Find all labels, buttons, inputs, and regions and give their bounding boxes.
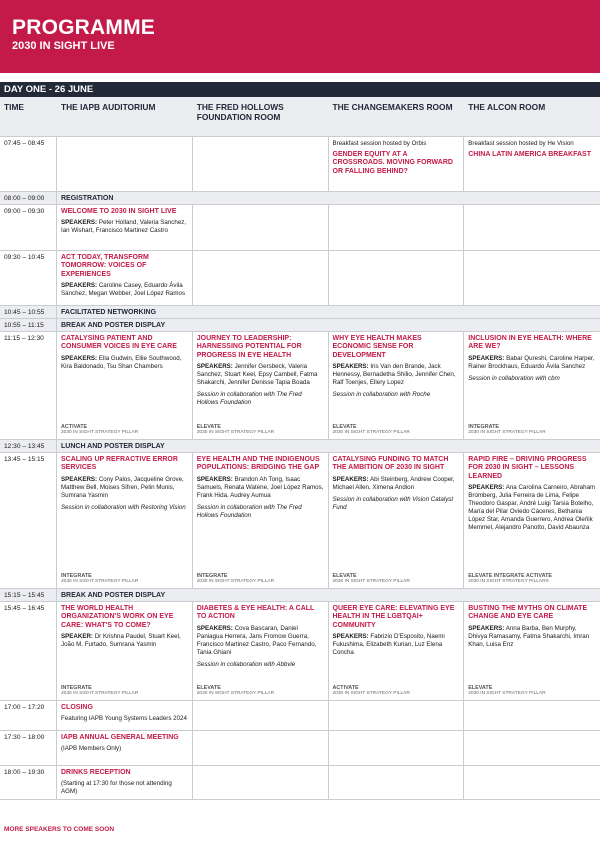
session-title: QUEER EYE CARE: ELEVATING EYE HEALTH IN THE LGBTQAI+ COMMUNITY [332, 605, 455, 629]
speakers-list: SPEAKERS: Peter Holland, Valeria Sanchez, Ian Wishart, Francisco Martinez Castro [61, 219, 187, 235]
session-title: ACT TODAY, TRANSFORM TOMORROW: VOICES OF EXPERIENCES [61, 254, 149, 278]
spanning-label: BREAK AND POSTER DISPLAY [61, 592, 166, 599]
session-title: EYE HEALTH AND THE INDIGENOUS POPULATIONS: BRIDGING THE GAP [196, 456, 320, 472]
column-header-auditorium: THE IAPB AUDITORIUM [61, 102, 156, 112]
session-cell [57, 137, 193, 191]
table-row [0, 205, 600, 251]
session-title: DIABETES & EYE HEALTH: A CALL TO ACTION [196, 605, 315, 621]
speakers-list: SPEAKERS: Fabrizio D'Esposito, Naemi Fukushima, Elizabeth Kurian, Luz Elena Concha [332, 633, 445, 657]
session-cell [193, 602, 329, 700]
strategy-pillar: ELEVATE 2030 IN SIGHT STRATEGY PILLAR [332, 424, 410, 436]
time-cell: 09:00 – 09:30 [0, 205, 57, 250]
table-row [0, 453, 600, 589]
collaboration-note: Session in collaboration with Vision Catalyst Fund [332, 495, 454, 511]
table-row [0, 731, 600, 766]
session-cell [464, 701, 600, 730]
collaboration-note: Session in collaboration with The Fred Hollows Foundation [196, 391, 302, 407]
programme-table [0, 82, 600, 800]
session-cell [329, 205, 465, 250]
footer-note: MORE SPEAKERS TO COME SOON [4, 826, 115, 833]
table-row [0, 306, 600, 319]
strategy-pillar: ACTIVATE 2030 IN SIGHT STRATEGY PILLAR [332, 685, 410, 697]
speakers-list: SPEAKERS: Anna Barba, Ben Murphy, Dhivya Ramasamy, Fatma Shakarchi, Imran Khan, Luisa Enz [468, 624, 590, 648]
speakers-list: SPEAKERS: Babar Qureshi, Caroline Harper, Rainer Brockhaus, Eduardo Ávila Sanchez [468, 354, 595, 370]
session-cell [464, 137, 600, 191]
session-title: DRINKS RECEPTION [61, 769, 131, 776]
speakers-list: SPEAKERS: Ella Gudwin, Ellie Southwood, Kira Baldonado, Tsu Shan Chambers [61, 354, 182, 370]
session-title: WELCOME TO 2030 IN SIGHT LIVE [61, 208, 177, 215]
session-cell [464, 602, 600, 700]
time-cell: 12:30 – 13:45 [0, 440, 57, 452]
session-cell [464, 205, 600, 250]
speakers-list: SPEAKERS: Cony Palos, Jacqueline Grove, Matthew Bell, Moises Sifren, Pelin Munis, Sumrana Yasmin [61, 475, 184, 499]
speakers-list: SPEAKER: Dr Krishna Paudel, Stuart Keel, João M. Furtado, Sumrana Yasmin [61, 633, 181, 649]
session-cell [464, 332, 600, 439]
speakers-list: SPEAKERS: Iris Van den Brande, Jack Hennessy, Bernadetha Shilio, Jennifer Chen, Ralf Toenjes, Ellery Lopez [332, 363, 456, 387]
time-cell: 09:30 – 10:45 [0, 251, 57, 305]
speakers-list: SPEAKERS: Jennifer Gersbeck, Valeria Sanchez, Stuart Keel, Epsy Cambell, Fatma Shakarchi, Jennifer Denisse Tapia Boada [196, 363, 318, 387]
strategy-pillar: ELEVATE 2030 IN SIGHT STRATEGY PILLAR [332, 573, 410, 585]
column-header-alcon: THE ALCON ROOM [468, 102, 546, 112]
session-title: CATALYSING FUNDING TO MATCH THE AMBITION OF 2030 IN SIGHT [332, 456, 449, 472]
strategy-pillar: ELEVATE INTEGRATE ACTIVATE 2030 IN SIGHT STRATEGY PILLARS [468, 573, 553, 585]
strategy-pillar: INTEGRATE 2030 IN SIGHT STRATEGY PILLAR [61, 685, 139, 697]
collaboration-note: Session in collaboration with Roche [332, 391, 431, 399]
session-cell [57, 453, 193, 588]
strategy-pillar: ACTIVATE 2030 IN SIGHT STRATEGY PILLAR [61, 424, 139, 436]
session-note: (Starting at 17:30 for those not attending AGM) [61, 780, 172, 796]
time-cell: 10:55 – 11:15 [0, 319, 57, 331]
session-cell [329, 731, 465, 765]
session-cell [464, 251, 600, 305]
collaboration-note: Session in collaboration with Restoring Vision [61, 503, 186, 511]
table-row [0, 440, 600, 453]
time-cell: 10:45 – 10:55 [0, 306, 57, 318]
session-cell [329, 766, 465, 799]
session-title: GENDER EQUITY AT A CROSSROADS. MOVING FORWARD OR FALLING BEHIND? [332, 151, 453, 175]
session-cell [193, 453, 329, 588]
table-row [0, 192, 600, 205]
table-row [0, 766, 600, 800]
session-note: Featuring IAPB Young Systems Leaders 2024 [61, 715, 187, 723]
session-cell [329, 602, 465, 700]
strategy-pillar: INTEGRATE 2030 IN SIGHT STRATEGY PILLAR [196, 573, 275, 585]
session-cell [57, 731, 193, 765]
session-cell [329, 137, 465, 191]
time-cell: 11:15 – 12:30 [0, 332, 57, 439]
session-title: CATALYSING PATIENT AND CONSUMER VOICES IN EYE CARE [61, 335, 177, 351]
session-title: IAPB ANNUAL GENERAL MEETING [61, 734, 179, 741]
speakers-list: SPEAKERS: Abi Steinberg, Andrew Cooper, Michael Allen, Ximena Andion [332, 475, 455, 491]
time-cell: 13:45 – 15:15 [0, 453, 57, 588]
session-cell [57, 332, 193, 439]
session-cell [57, 205, 193, 250]
session-title: CLOSING [61, 704, 93, 711]
strategy-pillar: ELEVATE 2030 IN SIGHT STRATEGY PILLAR [196, 685, 275, 697]
session-cell [464, 766, 600, 799]
spanning-label: FACILITATED NETWORKING [61, 309, 157, 316]
session-title: SCALING UP REFRACTIVE ERROR SERVICES [61, 456, 178, 472]
column-header-changemakers: THE CHANGEMAKERS ROOM [332, 102, 453, 112]
host-note: Breakfast session hosted by Orbis [332, 140, 427, 147]
table-row [0, 319, 600, 332]
session-cell [464, 453, 600, 588]
session-cell [57, 602, 193, 700]
speakers-list: SPEAKERS: Brandon Ah Tong, Isaac Samuels, Renata Watene, Joel López Ramos, Frank Hida, Audrey Aumua [196, 475, 324, 499]
table-row [0, 332, 600, 440]
time-cell: 18:00 – 19:30 [0, 766, 57, 799]
session-cell [464, 731, 600, 765]
session-cell [193, 205, 329, 250]
table-row [0, 701, 600, 731]
collaboration-note: Session in collaboration with Abbvie [196, 661, 296, 669]
session-cell [57, 766, 193, 799]
time-cell: 15:15 – 15:45 [0, 589, 57, 601]
table-row [0, 137, 600, 192]
session-cell [57, 251, 193, 305]
page-subtitle: 2030 IN SIGHT LIVE [12, 40, 115, 52]
strategy-pillar: INTEGRATE 2030 IN SIGHT STRATEGY PILLAR [468, 424, 546, 436]
time-cell: 17:30 – 18:00 [0, 731, 57, 765]
day-label: DAY ONE - 26 JUNE [0, 82, 600, 97]
speakers-list: SPEAKERS: Cova Bascaran, Daniel Paniagua Herrera, Jans Fromow Guerra, Francisco Martinez Castro, Paco Fernando, Tania Ghiani [196, 624, 317, 656]
time-cell: 17:00 – 17:20 [0, 701, 57, 730]
session-cell [193, 701, 329, 730]
collaboration-note: Session in collaboration with cbm [468, 374, 560, 382]
session-title: CHINA LATIN AMERICA BREAKFAST [468, 151, 592, 159]
column-header-row [0, 97, 600, 137]
session-cell [193, 137, 329, 191]
table-row [0, 589, 600, 602]
host-note: Breakfast session hosted by He Vision [468, 140, 574, 147]
speakers-list: SPEAKERS: Caroline Casey, Eduardo Ávila Sánchez, Megan Webber, Joel López Ramos [61, 282, 186, 298]
session-title: JOURNEY TO LEADERSHIP: HARNESSING POTENTIAL FOR PROGRESS IN EYE HEALTH [196, 335, 302, 359]
session-cell [329, 251, 465, 305]
spanning-label: REGISTRATION [61, 195, 114, 202]
header-banner [0, 0, 600, 73]
session-title: RAPID FIRE – DRIVING PROGRESS FOR 2030 IN SIGHT – LESSONS LEARNED [468, 456, 587, 480]
session-title: THE WORLD HEALTH ORGANIZATION'S WORK ON EYE CARE: WHAT'S TO COME? [61, 605, 174, 629]
time-cell: 15:45 – 16:45 [0, 602, 57, 700]
collaboration-note: Session in collaboration with The Fred Hollows Foundation [196, 503, 302, 520]
session-cell [329, 332, 465, 439]
session-cell [193, 251, 329, 305]
spanning-label: BREAK AND POSTER DISPLAY [61, 322, 166, 329]
session-cell [329, 453, 465, 588]
session-cell [193, 332, 329, 439]
session-cell [329, 701, 465, 730]
session-cell [193, 766, 329, 799]
column-header-fred-hollows: THE FRED HOLLOWS FOUNDATION ROOM [196, 102, 284, 123]
session-cell [193, 731, 329, 765]
session-title: WHY EYE HEALTH MAKES ECONOMIC SENSE FOR DEVELOPMENT [332, 335, 422, 359]
session-cell [57, 701, 193, 730]
time-cell: 07:45 – 08:45 [0, 137, 57, 191]
session-title: BUSTING THE MYTHS ON CLIMATE CHANGE AND EYE CARE [468, 605, 588, 621]
session-note: (IAPB Members Only) [61, 745, 122, 753]
strategy-pillar: ELEVATE 2030 IN SIGHT STRATEGY PILLAR [468, 685, 546, 697]
table-row [0, 251, 600, 306]
strategy-pillar: ELEVATE 2030 IN SIGHT STRATEGY PILLAR [196, 424, 275, 436]
table-row [0, 602, 600, 701]
session-title: INCLUSION IN EYE HEALTH: WHERE ARE WE? [468, 335, 592, 351]
speakers-list: SPEAKERS: Ana Carolina Carneiro, Abraham Bromberg, Julia Ferreira de Lima, Felipe Theodoro Gaspar, André Luigi Tarsia Botelho, María del Pilar Oviedo Cáceres, Bethania López Star, Amanda Guerrero, Andrea Oleňik Memmel, Alejandro Panotto, David Abaunza [468, 484, 596, 532]
time-cell: 08:00 – 09:00 [0, 192, 57, 204]
spanning-label: LUNCH AND POSTER DISPLAY [61, 443, 165, 450]
page-title: PROGRAMME [12, 16, 155, 39]
column-header-time: TIME [4, 102, 25, 112]
strategy-pillar: INTEGRATE 2030 IN SIGHT STRATEGY PILLAR [61, 573, 139, 585]
